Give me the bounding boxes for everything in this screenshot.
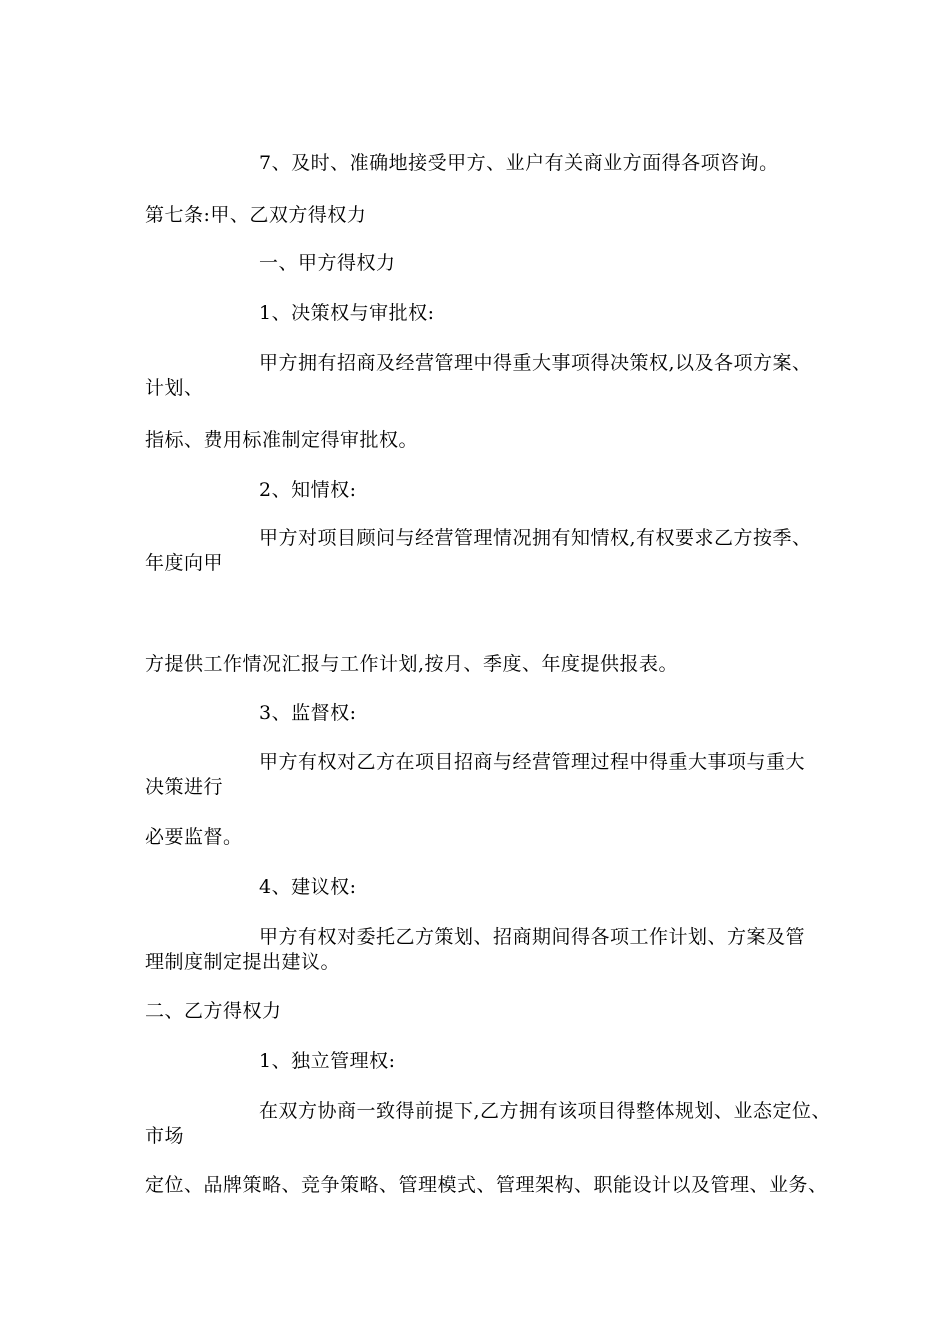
item-right-to-know-heading: 2、知情权: (259, 479, 357, 501)
item-decision-approval-heading: 1、决策权与审批权: (259, 302, 435, 324)
paragraph-line: 年度向甲 (145, 552, 224, 574)
paragraph-line: 指标、费用标准制定得审批权。 (145, 429, 419, 451)
paragraph-line: 甲方拥有招商及经营管理中得重大事项得决策权,以及各项方案、 (259, 352, 812, 374)
paragraph-line: 理制度制定提出建议。 (145, 951, 341, 973)
paragraph-line: 甲方有权对委托乙方策划、招商期间得各项工作计划、方案及管 (259, 926, 806, 948)
paragraph-line: 方提供工作情况汇报与工作计划,按月、季度、年度提供报表。 (145, 653, 679, 675)
paragraph-line: 决策进行 (145, 776, 224, 798)
paragraph-line: 必要监督。 (145, 826, 243, 848)
section-party-b-rights-heading: 二、乙方得权力 (145, 1000, 282, 1022)
paragraph-line: 在双方协商一致得前提下,乙方拥有该项目得整体规划、业态定位、 (259, 1100, 832, 1122)
paragraph-line: 甲方对项目顾问与经营管理情况拥有知情权,有权要求乙方按季、 (259, 527, 812, 549)
paragraph-line: 计划、 (145, 377, 204, 399)
item-advisory-heading: 4、建议权: (259, 876, 357, 898)
paragraph-line: 甲方有权对乙方在项目招商与经营管理过程中得重大事项与重大 (259, 751, 806, 773)
item-independent-management-heading: 1、独立管理权: (259, 1050, 396, 1072)
section-party-a-rights-heading: 一、甲方得权力 (259, 252, 396, 274)
item-supervision-heading: 3、监督权: (259, 702, 357, 724)
paragraph-line: 市场 (145, 1125, 185, 1147)
clause-7-item-7: 7、及时、准确地接受甲方、业户有关商业方面得各项咨询。 (259, 152, 779, 174)
article-7-heading: 第七条:甲、乙双方得权力 (145, 204, 367, 226)
paragraph-line: 定位、品牌策略、竞争策略、管理模式、管理架构、职能设计以及管理、业务、 (145, 1174, 828, 1196)
